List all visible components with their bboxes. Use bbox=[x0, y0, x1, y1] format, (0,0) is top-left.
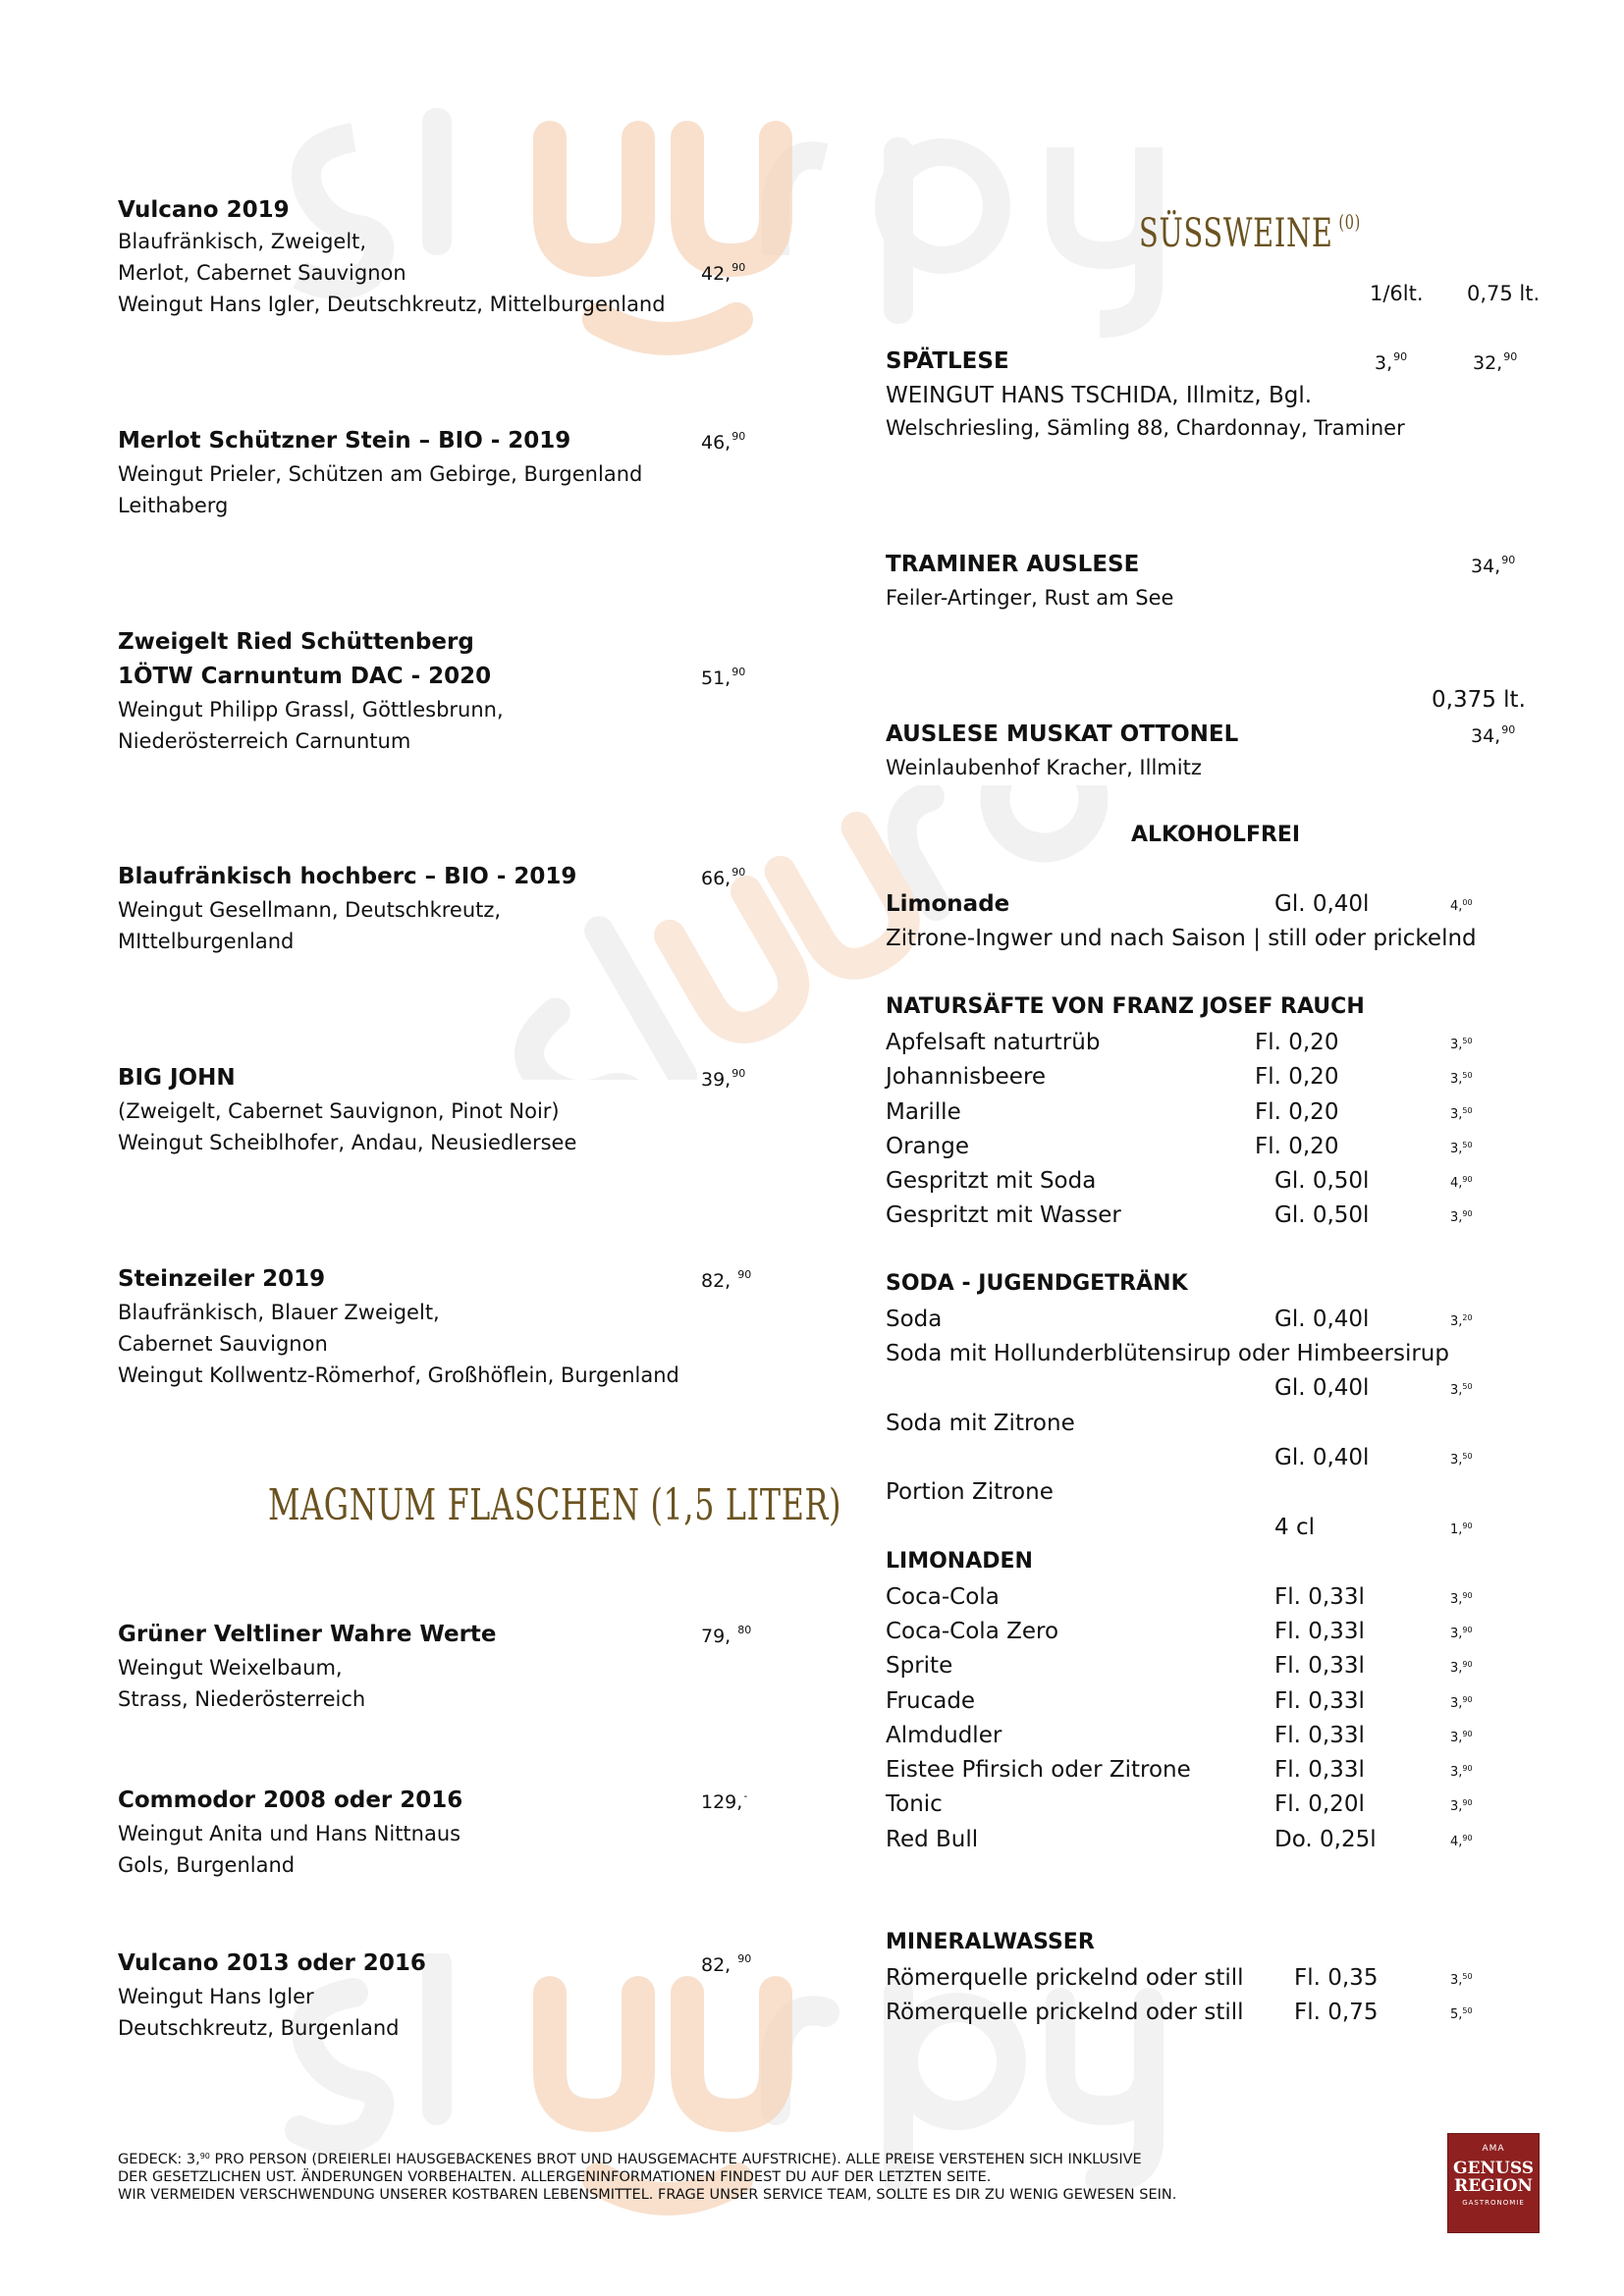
wine-price: 66,90 bbox=[701, 866, 746, 889]
drink-name: Gespritzt mit Wasser bbox=[886, 1202, 1121, 1228]
wine-name: TRAMINER AUSLESE bbox=[886, 552, 1140, 577]
drink-size: Fl. 0,33l bbox=[1274, 1619, 1365, 1644]
drink-size: Gl. 0,40l bbox=[1274, 1307, 1370, 1332]
natursaefte-heading: NATURSÄFTE VON FRANZ JOSEF RAUCH bbox=[886, 994, 1365, 1019]
drink-size: Fl. 0,33l bbox=[1274, 1584, 1365, 1610]
drink-name: Frucade bbox=[886, 1688, 976, 1714]
drink-size: Do. 0,25l bbox=[1274, 1827, 1377, 1852]
wine-detail: Blaufränkisch, Zweigelt, bbox=[118, 230, 367, 253]
drink-price: 3,90 bbox=[1450, 1764, 1473, 1780]
drink-price: 1,90 bbox=[1450, 1522, 1473, 1537]
logo-text: AMA bbox=[1482, 2144, 1505, 2154]
drink-size: Fl. 0,75 bbox=[1294, 2000, 1379, 2025]
drink-size: Fl. 0,35 bbox=[1294, 1965, 1379, 1991]
wine-price: 46,90 bbox=[701, 430, 746, 454]
wine-name-line2: 1ÖTW Carnuntum DAC - 2020 bbox=[118, 664, 492, 689]
drink-description: Zitrone-Ingwer und nach Saison | still oder prickelnd bbox=[886, 926, 1477, 951]
drink-size: Fl. 0,20l bbox=[1274, 1791, 1365, 1817]
alkoholfrei-heading: ALKOHOLFREI bbox=[1131, 823, 1301, 847]
drink-name: Soda mit Hollunderblütensirup oder Himbeersirup bbox=[886, 1341, 1449, 1366]
drink-name: Johannisbeere bbox=[886, 1064, 1047, 1090]
wine-detail: Cabernet Sauvignon bbox=[118, 1332, 328, 1356]
drink-size: Fl. 0,33l bbox=[1274, 1653, 1365, 1679]
wine-name: Grüner Veltliner Wahre Werte bbox=[118, 1622, 497, 1647]
wine-detail: Gols, Burgenland bbox=[118, 1853, 296, 1877]
footer-note bbox=[118, 2148, 1176, 2204]
drink-name: Almdudler bbox=[886, 1723, 1002, 1748]
wine-price: 129,- bbox=[701, 1789, 748, 1813]
drink-name: Tonic bbox=[886, 1791, 943, 1817]
footer-line: GEDECK: 3,90 PRO PERSON (DREIERLEI HAUSGEBACKENES BROT UND HAUSGEMACHTE AUFSTRICHE). ALLE PREISE VERSTEHEN SICH INKLUSIVE bbox=[118, 2152, 1142, 2167]
wine-producer: Weingut Gesellmann, Deutschkreutz, bbox=[118, 898, 502, 922]
wine-name: Steinzeiler 2019 bbox=[118, 1266, 326, 1292]
wine-producer: Weingut Scheiblhofer, Andau, Neusiedlersee bbox=[118, 1131, 577, 1154]
drink-price: 3,90 bbox=[1450, 1730, 1473, 1745]
drink-size: Fl. 0,20 bbox=[1255, 1030, 1339, 1055]
drink-name: Coca-Cola bbox=[886, 1584, 1000, 1610]
drink-price: 4,00 bbox=[1450, 898, 1473, 914]
wine-name: AUSLESE MUSKAT OTTONEL bbox=[886, 721, 1239, 747]
drink-name: Coca-Cola Zero bbox=[886, 1619, 1059, 1644]
drink-price: 3,50 bbox=[1450, 1141, 1473, 1156]
wine-detail: Deutschkreutz, Burgenland bbox=[118, 2016, 400, 2040]
wine-producer: WEINGUT HANS TSCHIDA, Illmitz, Bgl. bbox=[886, 383, 1313, 408]
column-header-small: 1/6lt. bbox=[1370, 282, 1424, 305]
wine-detail: Leithaberg bbox=[118, 494, 229, 517]
drink-size: 4 cl bbox=[1274, 1515, 1315, 1540]
drink-name: Römerquelle prickelnd oder still bbox=[886, 2000, 1244, 2025]
drink-size: Fl. 0,20 bbox=[1255, 1134, 1339, 1159]
wine-name: Vulcano 2013 oder 2016 bbox=[118, 1950, 426, 1976]
drink-name: Apfelsaft naturtrüb bbox=[886, 1030, 1101, 1055]
drink-price: 3,50 bbox=[1450, 1452, 1473, 1468]
drink-name: Portion Zitrone bbox=[886, 1479, 1054, 1505]
wine-producer: Weingut Weixelbaum, bbox=[118, 1656, 343, 1680]
wine-detail: (Zweigelt, Cabernet Sauvignon, Pinot Noir) bbox=[118, 1099, 560, 1123]
footer-line: DER GESETZLICHEN UST. ÄNDERUNGEN VORBEHALTEN. ALLERGENINFORMATIONEN FINDEST DU AUF DER LETZTEN SEITE. bbox=[118, 2169, 992, 2185]
wine-name: Blaufränkisch hochberc – BIO - 2019 bbox=[118, 864, 577, 889]
ama-genuss-region-logo bbox=[1447, 2133, 1540, 2233]
drink-price: 3,50 bbox=[1450, 1972, 1473, 1988]
drink-price: 3,90 bbox=[1450, 1591, 1473, 1607]
drink-price: 3,90 bbox=[1450, 1626, 1473, 1641]
column-header-bottle: 0,75 lt. bbox=[1467, 282, 1541, 305]
drink-name: Gespritzt mit Soda bbox=[886, 1168, 1097, 1194]
wine-price: 82, $^{90}$ bbox=[701, 1952, 752, 1976]
magnum-section-title: MAGNUM FLASCHEN (1,5 LITER) bbox=[268, 1480, 842, 1530]
footer-line: WIR VERMEIDEN VERSCHWENDUNG UNSERER KOSTBAREN LEBENSMITTEL. FRAGE UNSER SERVICE TEAM, SOLLTE ES DIR ZU WENIG GEWESEN SEIN. bbox=[118, 2187, 1177, 2203]
wine-name: Zweigelt Ried Schüttenberg bbox=[118, 629, 474, 655]
price-small: 3,90 bbox=[1375, 350, 1408, 374]
drink-size: Fl. 0,33l bbox=[1274, 1757, 1365, 1783]
drink-size: Gl. 0,50l bbox=[1274, 1168, 1370, 1194]
drink-name: Marille bbox=[886, 1099, 961, 1125]
wine-producer: Weingut Philipp Grassl, Göttlesbrunn, bbox=[118, 698, 504, 721]
wine-detail: Merlot, Cabernet Sauvignon bbox=[118, 261, 406, 285]
wine-producer: Weingut Kollwentz-Römerhof, Großhöflein, Burgenland bbox=[118, 1363, 679, 1387]
mineralwasser-heading: MINERALWASSER bbox=[886, 1930, 1095, 1954]
column-header-half-bottle: 0,375 lt. bbox=[1432, 687, 1526, 713]
logo-text: GENUSS REGION bbox=[1452, 2159, 1535, 2196]
wine-detail: MIttelburgenland bbox=[118, 930, 295, 953]
drink-name: Eistee Pfirsich oder Zitrone bbox=[886, 1757, 1191, 1783]
drink-price: 3,50 bbox=[1450, 1382, 1473, 1398]
drink-price: 4,90 bbox=[1450, 1834, 1473, 1849]
price-bottle: 32,90 bbox=[1473, 350, 1518, 374]
logo-text: GASTRONOMIE bbox=[1462, 2199, 1525, 2207]
drink-price: 3,50 bbox=[1450, 1037, 1473, 1052]
wine-detail: Niederösterreich Carnuntum bbox=[118, 729, 411, 753]
drink-price: 3,90 bbox=[1450, 1798, 1473, 1814]
wine-name: Vulcano 2019 bbox=[118, 197, 290, 223]
wine-producer: Weinlaubenhof Kracher, Illmitz bbox=[886, 756, 1202, 779]
drink-size: Gl. 0,40l bbox=[1274, 1375, 1370, 1401]
drink-price: 3,20 bbox=[1450, 1313, 1473, 1329]
drink-name: Soda mit Zitrone bbox=[886, 1411, 1075, 1436]
drink-size: Fl. 0,33l bbox=[1274, 1688, 1365, 1714]
drink-size: Gl. 0,40l bbox=[1274, 1445, 1370, 1470]
wine-detail: Strass, Niederösterreich bbox=[118, 1687, 366, 1711]
price-bottle: 34,90 bbox=[1471, 554, 1516, 577]
wine-producer: Weingut Prieler, Schützen am Gebirge, Burgenland bbox=[118, 462, 643, 486]
suessweine-section-title: SÜSSWEINE $^{(0)}$ bbox=[1139, 210, 1361, 256]
drink-size: Fl. 0,33l bbox=[1274, 1723, 1365, 1748]
drink-price: 3,50 bbox=[1450, 1071, 1473, 1087]
drink-size: Gl. 0,40l bbox=[1274, 891, 1370, 917]
wine-name: SPÄTLESE bbox=[886, 348, 1009, 374]
drink-price: 3,50 bbox=[1450, 1106, 1473, 1122]
drink-name: Red Bull bbox=[886, 1827, 979, 1852]
wine-price: 51,90 bbox=[701, 666, 746, 689]
drink-price: 3,90 bbox=[1450, 1695, 1473, 1711]
limonaden-heading: LIMONADEN bbox=[886, 1549, 1033, 1574]
drink-price: 3,90 bbox=[1450, 1209, 1473, 1225]
drink-name: Limonade bbox=[886, 891, 1010, 917]
wine-price: 39,90 bbox=[701, 1067, 746, 1091]
drink-size: Gl. 0,50l bbox=[1274, 1202, 1370, 1228]
drink-name: Soda bbox=[886, 1307, 943, 1332]
drink-size: Fl. 0,20 bbox=[1255, 1064, 1339, 1090]
wine-producer: Weingut Hans Igler, Deutschkreutz, Mittelburgenland bbox=[118, 293, 666, 316]
wine-producer: Feiler-Artinger, Rust am See bbox=[886, 586, 1174, 610]
drink-name: Sprite bbox=[886, 1653, 953, 1679]
wine-producer: Weingut Hans Igler bbox=[118, 1985, 314, 2008]
drink-price: 4,90 bbox=[1450, 1175, 1473, 1191]
wine-detail: Blaufränkisch, Blauer Zweigelt, bbox=[118, 1301, 440, 1324]
soda-heading: SODA - JUGENDGETRÄNK bbox=[886, 1271, 1188, 1296]
price-bottle: 34,90 bbox=[1471, 723, 1516, 747]
wine-name: Merlot Schützner Stein – BIO - 2019 bbox=[118, 428, 571, 454]
drink-name: Römerquelle prickelnd oder still bbox=[886, 1965, 1244, 1991]
drink-name: Orange bbox=[886, 1134, 969, 1159]
drink-price: 3,90 bbox=[1450, 1660, 1473, 1676]
wine-name: Commodor 2008 oder 2016 bbox=[118, 1788, 463, 1813]
wine-name: BIG JOHN bbox=[118, 1065, 236, 1091]
drink-price: 5,50 bbox=[1450, 2006, 1473, 2022]
wine-price: 42,90 bbox=[701, 261, 746, 285]
wine-producer: Weingut Anita und Hans Nittnaus bbox=[118, 1822, 461, 1845]
wine-price: 79, $^{80}$ bbox=[701, 1624, 752, 1647]
wine-detail: Welschriesling, Sämling 88, Chardonnay, Traminer bbox=[886, 416, 1405, 440]
wine-price: 82, $^{90}$ bbox=[701, 1268, 752, 1292]
drink-size: Fl. 0,20 bbox=[1255, 1099, 1339, 1125]
